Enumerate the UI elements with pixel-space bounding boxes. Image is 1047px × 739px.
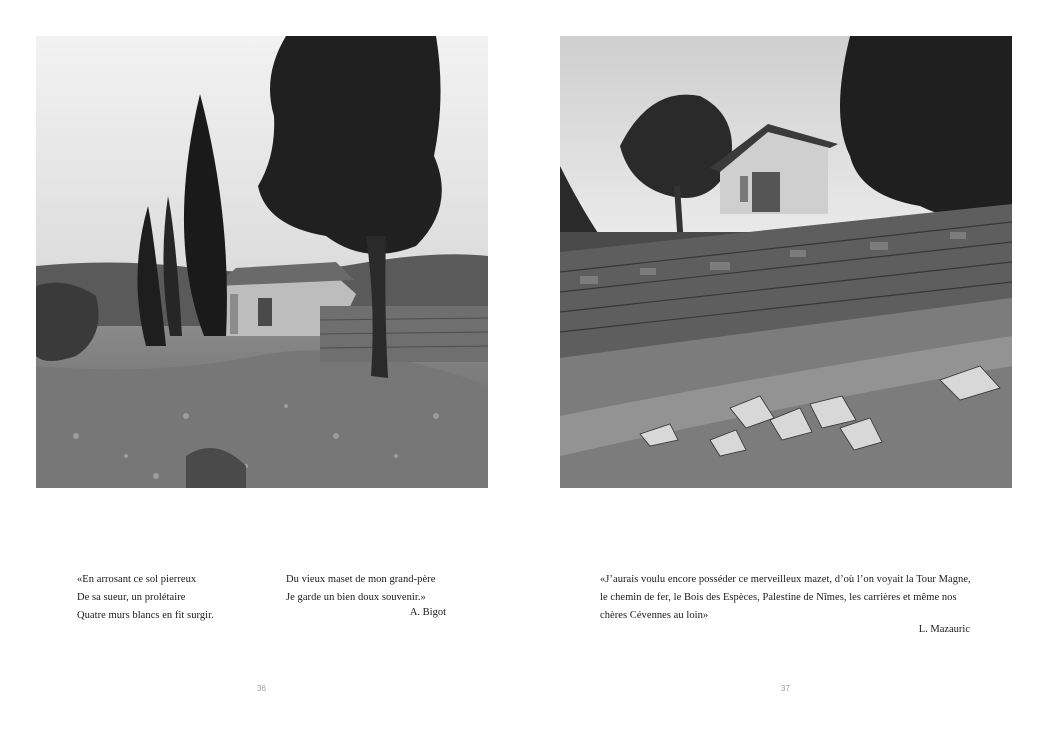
poem-line: De sa sueur, un prolétaire <box>77 592 186 603</box>
poem-line: Je garde un bien doux souvenir.» <box>286 592 426 603</box>
quote-line: chères Cévennes au loin» <box>600 610 709 621</box>
poem-line: Quatre murs blancs en fit surgir. <box>77 610 214 621</box>
quote-mazauric <box>600 571 971 625</box>
quote-line: le chemin de fer, le Bois des Espèces, Palestine de Nîmes, les carrières et même nos <box>600 592 957 603</box>
page-number-left: 36 <box>257 684 266 693</box>
poem-line: «En arrosant ce sol pierreux <box>77 574 197 585</box>
photo-cypress-mazet <box>36 36 488 488</box>
photo-icon <box>36 36 488 488</box>
page-number-right: 37 <box>781 684 790 693</box>
attribution-bigot: A. Bigot <box>409 607 446 618</box>
quote-line: «J’aurais voulu encore posséder ce merveilleux mazet, d’où l’on voyait la Tour Magne, <box>600 574 971 585</box>
photo-icon <box>560 36 1012 488</box>
poem-line: Du vieux maset de mon grand-père <box>286 574 436 585</box>
right-page <box>524 0 1047 739</box>
left-page <box>0 0 523 739</box>
attribution-mazauric: L. Mazauric <box>918 624 970 635</box>
poem-stanza-two <box>286 571 435 607</box>
photo-stone-wall-mazet <box>560 36 1012 488</box>
poem-stanza-one <box>77 571 214 625</box>
